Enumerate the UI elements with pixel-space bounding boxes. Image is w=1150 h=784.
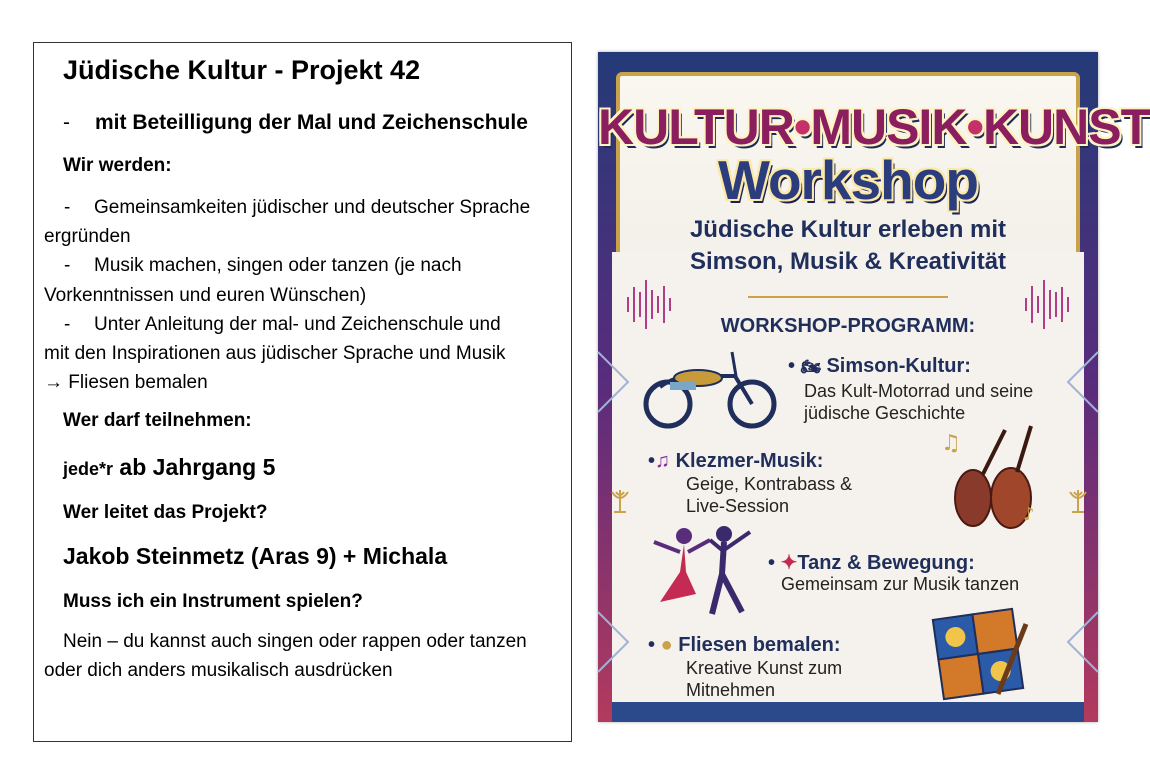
bullet-1-line-1: - Gemeinsamkeiten jüdischer und deutscher Sprache bbox=[64, 197, 531, 218]
music-note-icon: ♫ bbox=[655, 450, 671, 472]
program-item-klezmer-title: •♫ Klezmer-Musik: bbox=[648, 450, 824, 472]
answer-teilnehmen: jede*r ab Jahrgang 5 bbox=[63, 454, 276, 480]
answer-instrument-line-1: Nein – du kannst auch singen oder rappen oder tanzen bbox=[63, 631, 527, 652]
bullet-2-line-2: Vorkenntnissen und euren Wünschen) bbox=[44, 285, 367, 306]
motorcycle-icon bbox=[640, 342, 780, 432]
arrow-right-icon: → bbox=[44, 372, 63, 393]
question-instrument: Muss ich ein Instrument spielen? bbox=[63, 591, 363, 612]
program-item-simson-line-1: Das Kult-Motorrad und seine bbox=[804, 381, 1034, 401]
program-item-klezmer-line-2: Live-Session bbox=[686, 496, 790, 516]
dancers-icon bbox=[650, 522, 760, 622]
violin-icon bbox=[935, 420, 1050, 535]
program-item-fliesen-line-2: Mitnehmen bbox=[686, 680, 776, 700]
svg-text:♪: ♪ bbox=[1023, 504, 1035, 525]
poster-lead-line-1: Jüdische Kultur erleben mit bbox=[689, 216, 1007, 243]
program-item-simson-line-2: jüdische Geschichte bbox=[804, 403, 966, 423]
bullet-3-line-2: mit den Inspirationen aus jüdischer Sprache und Musik bbox=[44, 343, 506, 364]
program-item-klezmer-line-1: Geige, Kontrabass & bbox=[686, 474, 853, 494]
dancer-icon: ✦ bbox=[780, 552, 798, 574]
answer-instrument-line-2: oder dich anders musikalisch ausdrücken bbox=[44, 660, 393, 681]
question-leitet: Wer leitet das Projekt? bbox=[63, 502, 268, 523]
workshop-program-heading: WORKSHOP-PROGRAMM: bbox=[720, 315, 976, 337]
question-teilnehmen: Wer darf teilnehmen: bbox=[63, 410, 252, 431]
bullet-1-line-2: ergründen bbox=[44, 226, 131, 247]
svg-text:♫: ♫ bbox=[941, 431, 961, 456]
document-subtitle: - mit Beteilligung der Mal und Zeichenschule bbox=[63, 111, 528, 134]
palette-icon: ● bbox=[660, 634, 673, 656]
workshop-poster bbox=[598, 52, 1150, 722]
poster-headline: KULTUR•MUSIK•KUNST bbox=[598, 99, 1150, 155]
program-item-tanz-title: • ✦Tanz & Bewegung: bbox=[768, 552, 975, 574]
program-item-fliesen-title: • ● Fliesen bemalen: bbox=[648, 634, 841, 656]
poster-headline-workshop: Workshop bbox=[718, 149, 978, 211]
bullet-3-line-1: - Unter Anleitung der mal- und Zeichenschule und bbox=[64, 314, 501, 335]
bullet-3-line-3: → Fliesen bemalen bbox=[44, 372, 208, 393]
poster-lead-line-2: Simson, Musik & Kreativität bbox=[689, 248, 1007, 275]
motorcycle-icon: 🏍 bbox=[800, 359, 821, 376]
question-wir-werden: Wir werden: bbox=[63, 155, 172, 176]
tiles-icon bbox=[928, 604, 1043, 704]
program-item-simson-title: • 🏍 Simson-Kultur: bbox=[788, 355, 971, 377]
bullet-2-line-1: - Musik machen, singen oder tanzen (je nach bbox=[64, 255, 462, 276]
text-document bbox=[33, 42, 572, 742]
document-title: Jüdische Kultur - Projekt 42 bbox=[63, 55, 421, 85]
program-item-tanz-line-1: Gemeinsam zur Musik tanzen bbox=[781, 574, 1020, 594]
program-item-fliesen-line-1: Kreative Kunst zum bbox=[686, 658, 843, 678]
answer-leitet: Jakob Steinmetz (Aras 9) + Michala bbox=[63, 543, 448, 569]
